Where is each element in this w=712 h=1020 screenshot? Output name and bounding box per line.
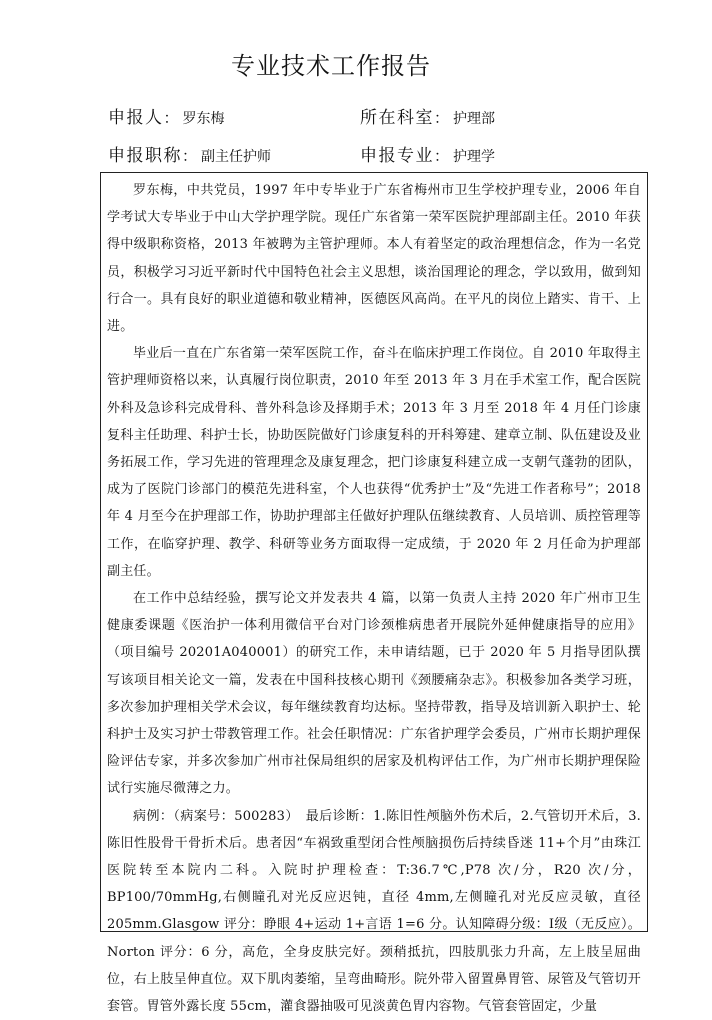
report-paragraph-profile: 罗东梅，中共党员，1997 年中专毕业于广东省梅州市卫生学校护理专业，2006 年自学考试大专毕业于中山大学护理学院。现任广东省第一荣军医院护理部副主任。2010 年获得中级职称资格，2013 年被聘为主管护理师。本人有着坚定的政治理想信念，作为一名党员，积极学习习近平新时代中国特色社会主义思想，谈治国理论的理念，学以致用，做到知行合一。具有良好的职业道德和敬业精神，医德医风高尚。在平凡的岗位上踏实、肯干、上进。 [107,183,641,335]
applicant-title-field [108,142,271,171]
label-separator: ： [434,147,450,165]
report-content-box [100,172,648,1015]
document-title: 专业技术工作报告 [231,52,431,80]
applicant-name-field [108,104,225,133]
applicant-department-value: 护理部 [453,111,496,127]
report-paragraph-research: 在工作中总结经验，撰写论文并发表共 4 篇，以第一负责人主持 2020 年广州市卫生健康委课题《医治护一体利用微信平台对门诊颈椎病患者开展院外延伸健康指导的应用》（项目编号 20201A040001）的研究工作，未申请结题，已于 2020 年 5 月指导团队撰写该项目相关论文一篇，发表在中国科技核心期刊《颈腰痛杂志》。积极参加各类学习班，多次参加护理相关学术会议，每年继续教育均达标。坚持带教，指导及培训新入职护士、轮科护士及实习护士带教管理工作。社会任职情况：广东省护理学会委员，广州市长期护理保险评估专家，并多次参加广州市社保局组织的居家及机构评估工作，为广州市长期护理保险试行实施尽微薄之力。 [107,591,641,797]
label-separator: ： [434,109,450,127]
label-separator: ： [163,109,179,127]
applicant-department-label: 所在科室 [360,108,434,128]
applicant-department-field [360,104,495,133]
applicant-title-value: 副主任护师 [201,149,272,165]
applicant-title-label: 申报职称 [108,146,182,166]
report-paragraph-case: 病例：（病案号：500283） 最后诊断：1.陈旧性颅脑外伤术后，2.气管切开术后，3.陈旧性股骨干骨折术后。患者因“车祸致重型闭合性颅脑损伤后持续昏迷 11+个月”由珠江医院转至本院内二科。入院时护理检查：T:36.7℃,P78 次/分，R20 次/分，BP100/70mmHg,右侧瞳孔对光反应迟钝，直径 4mm,左侧瞳孔对光反应灵敏，直径 205mm.Glasgow 评分：睁眼 4+运动 1+言语 1=6 分。认知障碍分级：Ⅰ级（无反应）。Norton 评分：6 分，高危，全身皮肤完好。颈稍抵抗，四肢肌张力升高，左上肢呈屈曲位，右上肢呈伸直位。双下肌肉萎缩，呈弯曲畸形。院外带入留置鼻胃管、尿管及气管切开套管。胃管外露长度 55cm，灌食器抽吸可见淡黄色胃内容物。气管套管固定，少量 [107,808,641,1015]
applicant-specialty-label: 申报专业 [360,146,434,166]
applicant-specialty-value: 护理学 [453,149,496,165]
label-separator: ： [182,147,198,165]
applicant-name-value: 罗东梅 [182,111,225,127]
applicant-specialty-field [360,142,495,171]
applicant-name-label: 申报人 [108,108,164,128]
applicant-row-2 [108,142,668,170]
applicant-row-1 [108,104,668,132]
report-paragraph-work-history: 毕业后一直在广东省第一荣军医院工作，奋斗在临床护理工作岗位。自 2010 年取得主管护理师资格以来，认真履行岗位职责，2010 年至 2013 年 3 月在手术室工作，配合医院外科及急诊科完成骨科、普外科急诊及择期手术；2013 年 3 月至 2018 年 4 月任门诊康复科主任助理、科护士长，协助医院做好门诊康复科的开科筹建、建章立制、队伍建设及业务拓展工作，学习先进的管理理念及康复理念，把门诊康复科建立成一支朝气蓬勃的团队，成为了医院门诊部门的模范先进科室，个人也获得“优秀护士”及“先进工作者称号”；2018 年 4 月至今在护理部工作，协助护理部主任做好护理队伍继续教育、人员培训、质控管理等工作，在临穿护理、教学、科研等业务方面取得一定成绩，于 2020 年 2 月任命为护理部副主任。 [107,346,641,579]
